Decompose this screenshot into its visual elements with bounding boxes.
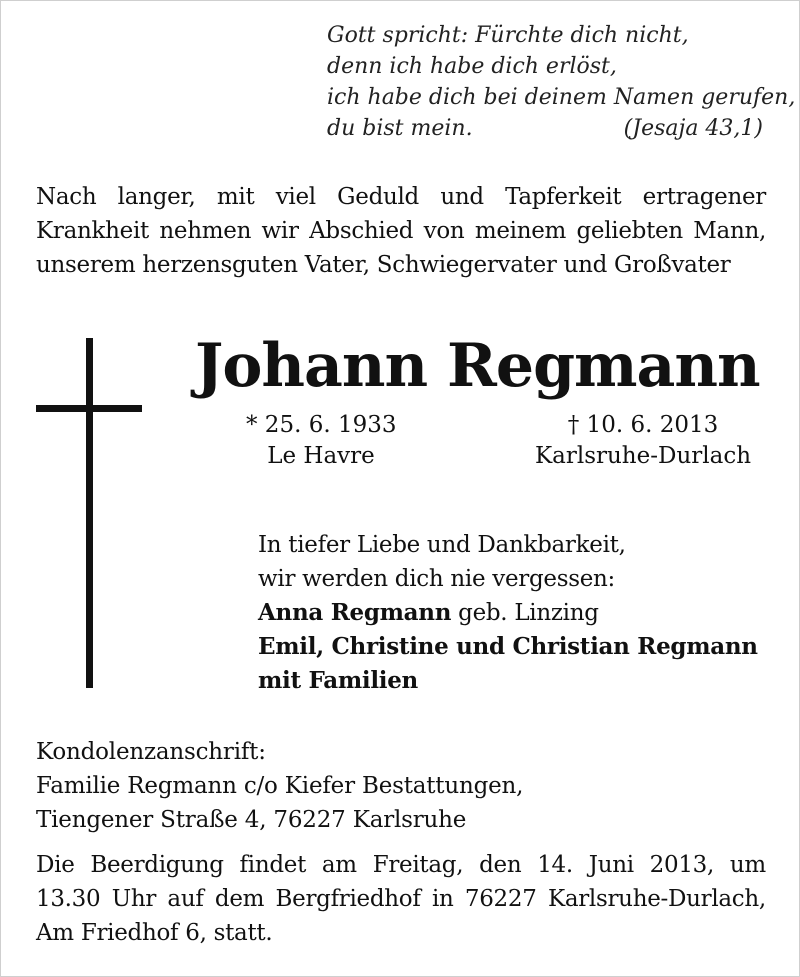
cross-icon-bar: [36, 405, 142, 412]
death-place: Karlsruhe-Durlach: [534, 443, 752, 469]
quote-reference: (Jesaja 43,1): [623, 116, 763, 141]
families-line: [258, 664, 778, 698]
children-names: Emil, Christine und Christian Regmann: [258, 633, 758, 660]
children-line: [258, 630, 778, 664]
quote-line: du bist mein.: [327, 116, 473, 141]
mourners-block: [258, 528, 778, 698]
birth-place: Le Havre: [267, 443, 375, 469]
word: Freitag,: [372, 852, 464, 878]
word: Beerdigung: [90, 852, 224, 878]
birth-info: [246, 410, 396, 472]
word: Juni: [588, 852, 634, 878]
word: am: [321, 852, 357, 878]
word: Karlsruhe-Durlach,: [547, 886, 766, 912]
families-text: mit Familien: [258, 667, 418, 694]
address-label: Kondolenzanschrift:: [36, 739, 266, 765]
mourners-line: wir werden dich nie vergessen:: [258, 566, 615, 592]
spouse-name: Anna Regmann: [258, 599, 452, 626]
word: auf: [167, 886, 204, 912]
word: Die: [36, 852, 75, 878]
address-line: Tiengener Straße 4, 76227 Karlsruhe: [36, 807, 467, 833]
word: 76227: [464, 886, 537, 912]
word: den: [479, 852, 522, 878]
word: um: [729, 852, 766, 878]
word: Bergfriedhof: [275, 886, 421, 912]
word: 2013,: [649, 852, 715, 878]
death-info: [518, 410, 768, 472]
intro-text: Nach langer, mit viel Geduld und Tapferkeit ertragener Krankheit nehmen wir Abschied von meinem geliebten Mann, unserem herzensguten Vater, Schwiegervater und Großvater: [36, 184, 766, 278]
spouse-suffix: geb. Linzing: [458, 600, 599, 626]
quote-line: Gott spricht: Fürchte dich nicht,: [327, 23, 689, 48]
quote-last-line: [327, 113, 763, 144]
word: in: [431, 886, 454, 912]
deceased-name: Johann Regmann: [195, 331, 760, 401]
funeral-line: Am Friedhof 6, statt.: [36, 920, 273, 946]
quote-line: denn ich habe dich erlöst,: [327, 54, 617, 79]
address-line: Familie Regmann c/o Kiefer Bestattungen,: [36, 773, 524, 799]
funeral-line: [36, 882, 766, 916]
condolence-address: [36, 735, 766, 837]
quote-line: ich habe dich bei deinem Namen gerufen,: [327, 85, 796, 110]
birth-date: * 25. 6. 1933: [246, 412, 397, 438]
word: Uhr: [111, 886, 157, 912]
word: findet: [239, 852, 307, 878]
word: 14.: [537, 852, 573, 878]
funeral-info: [36, 848, 766, 950]
death-date: † 10. 6. 2013: [567, 412, 719, 438]
funeral-line: [36, 848, 766, 882]
word: 13.30: [36, 886, 101, 912]
mourners-line: In tiefer Liebe und Dankbarkeit,: [258, 532, 626, 558]
word: dem: [214, 886, 265, 912]
cross-icon: [86, 338, 93, 688]
bible-quote: [327, 20, 796, 144]
spouse-line: [258, 596, 778, 630]
